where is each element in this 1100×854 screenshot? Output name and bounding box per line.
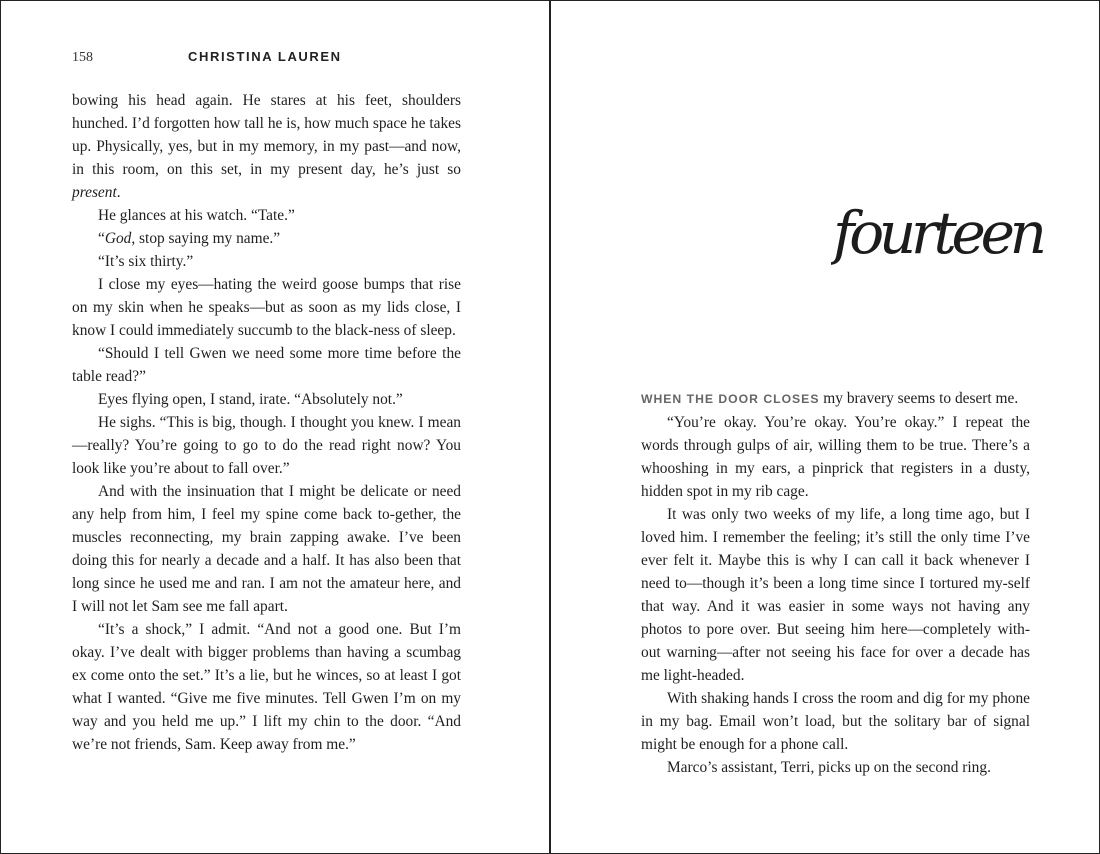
paragraph	[72, 411, 461, 480]
chapter-lead-in: WHEN THE DOOR CLOSES	[641, 392, 820, 406]
paragraph	[641, 756, 1030, 779]
text-run: my bravery seems to desert me.	[819, 390, 1019, 407]
left-page	[1, 1, 549, 853]
left-page-body-text	[72, 89, 461, 756]
running-head-author: CHRISTINA LAUREN	[188, 49, 342, 64]
paragraph	[72, 204, 461, 227]
italic-text: God	[104, 230, 132, 247]
paragraph	[641, 387, 1030, 411]
text-run: “It’s a shock,” I admit. “And not a good one. But I’m okay. I’ve dealt with bigger problems than having a scumbag ex come onto the set.” It’s a lie, but he winces, so at least I got what I wanted. “Give me five minutes. Tell Gwen I’m on my way and you held me up.” I lift my chin to the door. “And we’re not friends, Sam. Keep away from me.”	[72, 621, 461, 753]
right-page	[551, 1, 1099, 853]
italic-text: present	[72, 184, 117, 201]
paragraph	[72, 273, 461, 342]
paragraph	[641, 411, 1030, 503]
paragraph	[72, 227, 461, 250]
page-number: 158	[72, 50, 93, 65]
paragraph	[72, 618, 461, 756]
text-run: “Should I tell Gwen we need some more time before the table read?”	[72, 345, 461, 385]
chapter-title-script	[831, 191, 1051, 281]
paragraph	[641, 503, 1030, 687]
text-run: And with the insinuation that I might be delicate or need any help from him, I feel my spine come back to-gether, the muscles reconnecting, my brain zapping awake. I’ve been doing this for nearly a decade and a half. It has also been that long since he used me and ran. I am not the amateur here, and I will not let Sam see me fall apart.	[72, 483, 461, 615]
chapter-title	[831, 191, 1051, 281]
paragraph	[72, 250, 461, 273]
text-run: It was only two weeks of my life, a long time ago, but I loved him. I remember the feeling; it’s still the only time I’ve ever felt it. Maybe this is why I can call it back whenever I need to—though it’s been a long time since I tortured my-self that way. And it was easier in some ways not having any photos to pore over. But seeing him here—completely with-out warning—after not seeing his face for over a decade has me light-headed.	[641, 506, 1030, 684]
text-run: He glances at his watch. “Tate.”	[98, 207, 295, 224]
chapter-title-text: fourteen	[833, 199, 1047, 267]
text-run: Marco’s assistant, Terri, picks up on the second ring.	[667, 759, 991, 776]
text-run: Eyes flying open, I stand, irate. “Absolutely not.”	[98, 391, 403, 408]
text-run: “	[98, 230, 105, 247]
text-run: He sighs. “This is big, though. I thought you knew. I mean—really? You’re going to go to do the read right now? You look like you’re about to fall over.”	[72, 414, 461, 477]
text-run: With shaking hands I cross the room and dig for my phone in my bag. Email won’t load, but the solitary bar of signal might be enough for a phone call.	[641, 690, 1030, 753]
right-page-body-text	[641, 387, 1030, 779]
text-run: “It’s six thirty.”	[98, 253, 194, 270]
paragraph	[72, 388, 461, 411]
paragraph	[72, 480, 461, 618]
text-run: .	[116, 184, 121, 201]
text-run: bowing his head again. He stares at his feet, shoulders hunched. I’d forgotten how tall he is, how much space he takes up. Physically, yes, but in my memory, in my past—and now, in this room, on this set, in my present day, he’s just so	[72, 92, 461, 178]
running-head	[72, 49, 462, 69]
paragraph	[641, 687, 1030, 756]
text-run: I close my eyes—hating the weird goose bumps that rise on my skin when he speaks—but as soon as my lids close, I know I could immediately succumb to the black-ness of sleep.	[72, 276, 461, 339]
paragraph	[72, 89, 461, 204]
text-run: “You’re okay. You’re okay. You’re okay.” I repeat the words through gulps of air, willing them to be true. There’s a whooshing in my ears, a pinprick that registers in a dusty, hidden spot in my rib cage.	[641, 414, 1030, 500]
text-run: , stop saying my name.”	[131, 230, 281, 247]
paragraph	[72, 342, 461, 388]
